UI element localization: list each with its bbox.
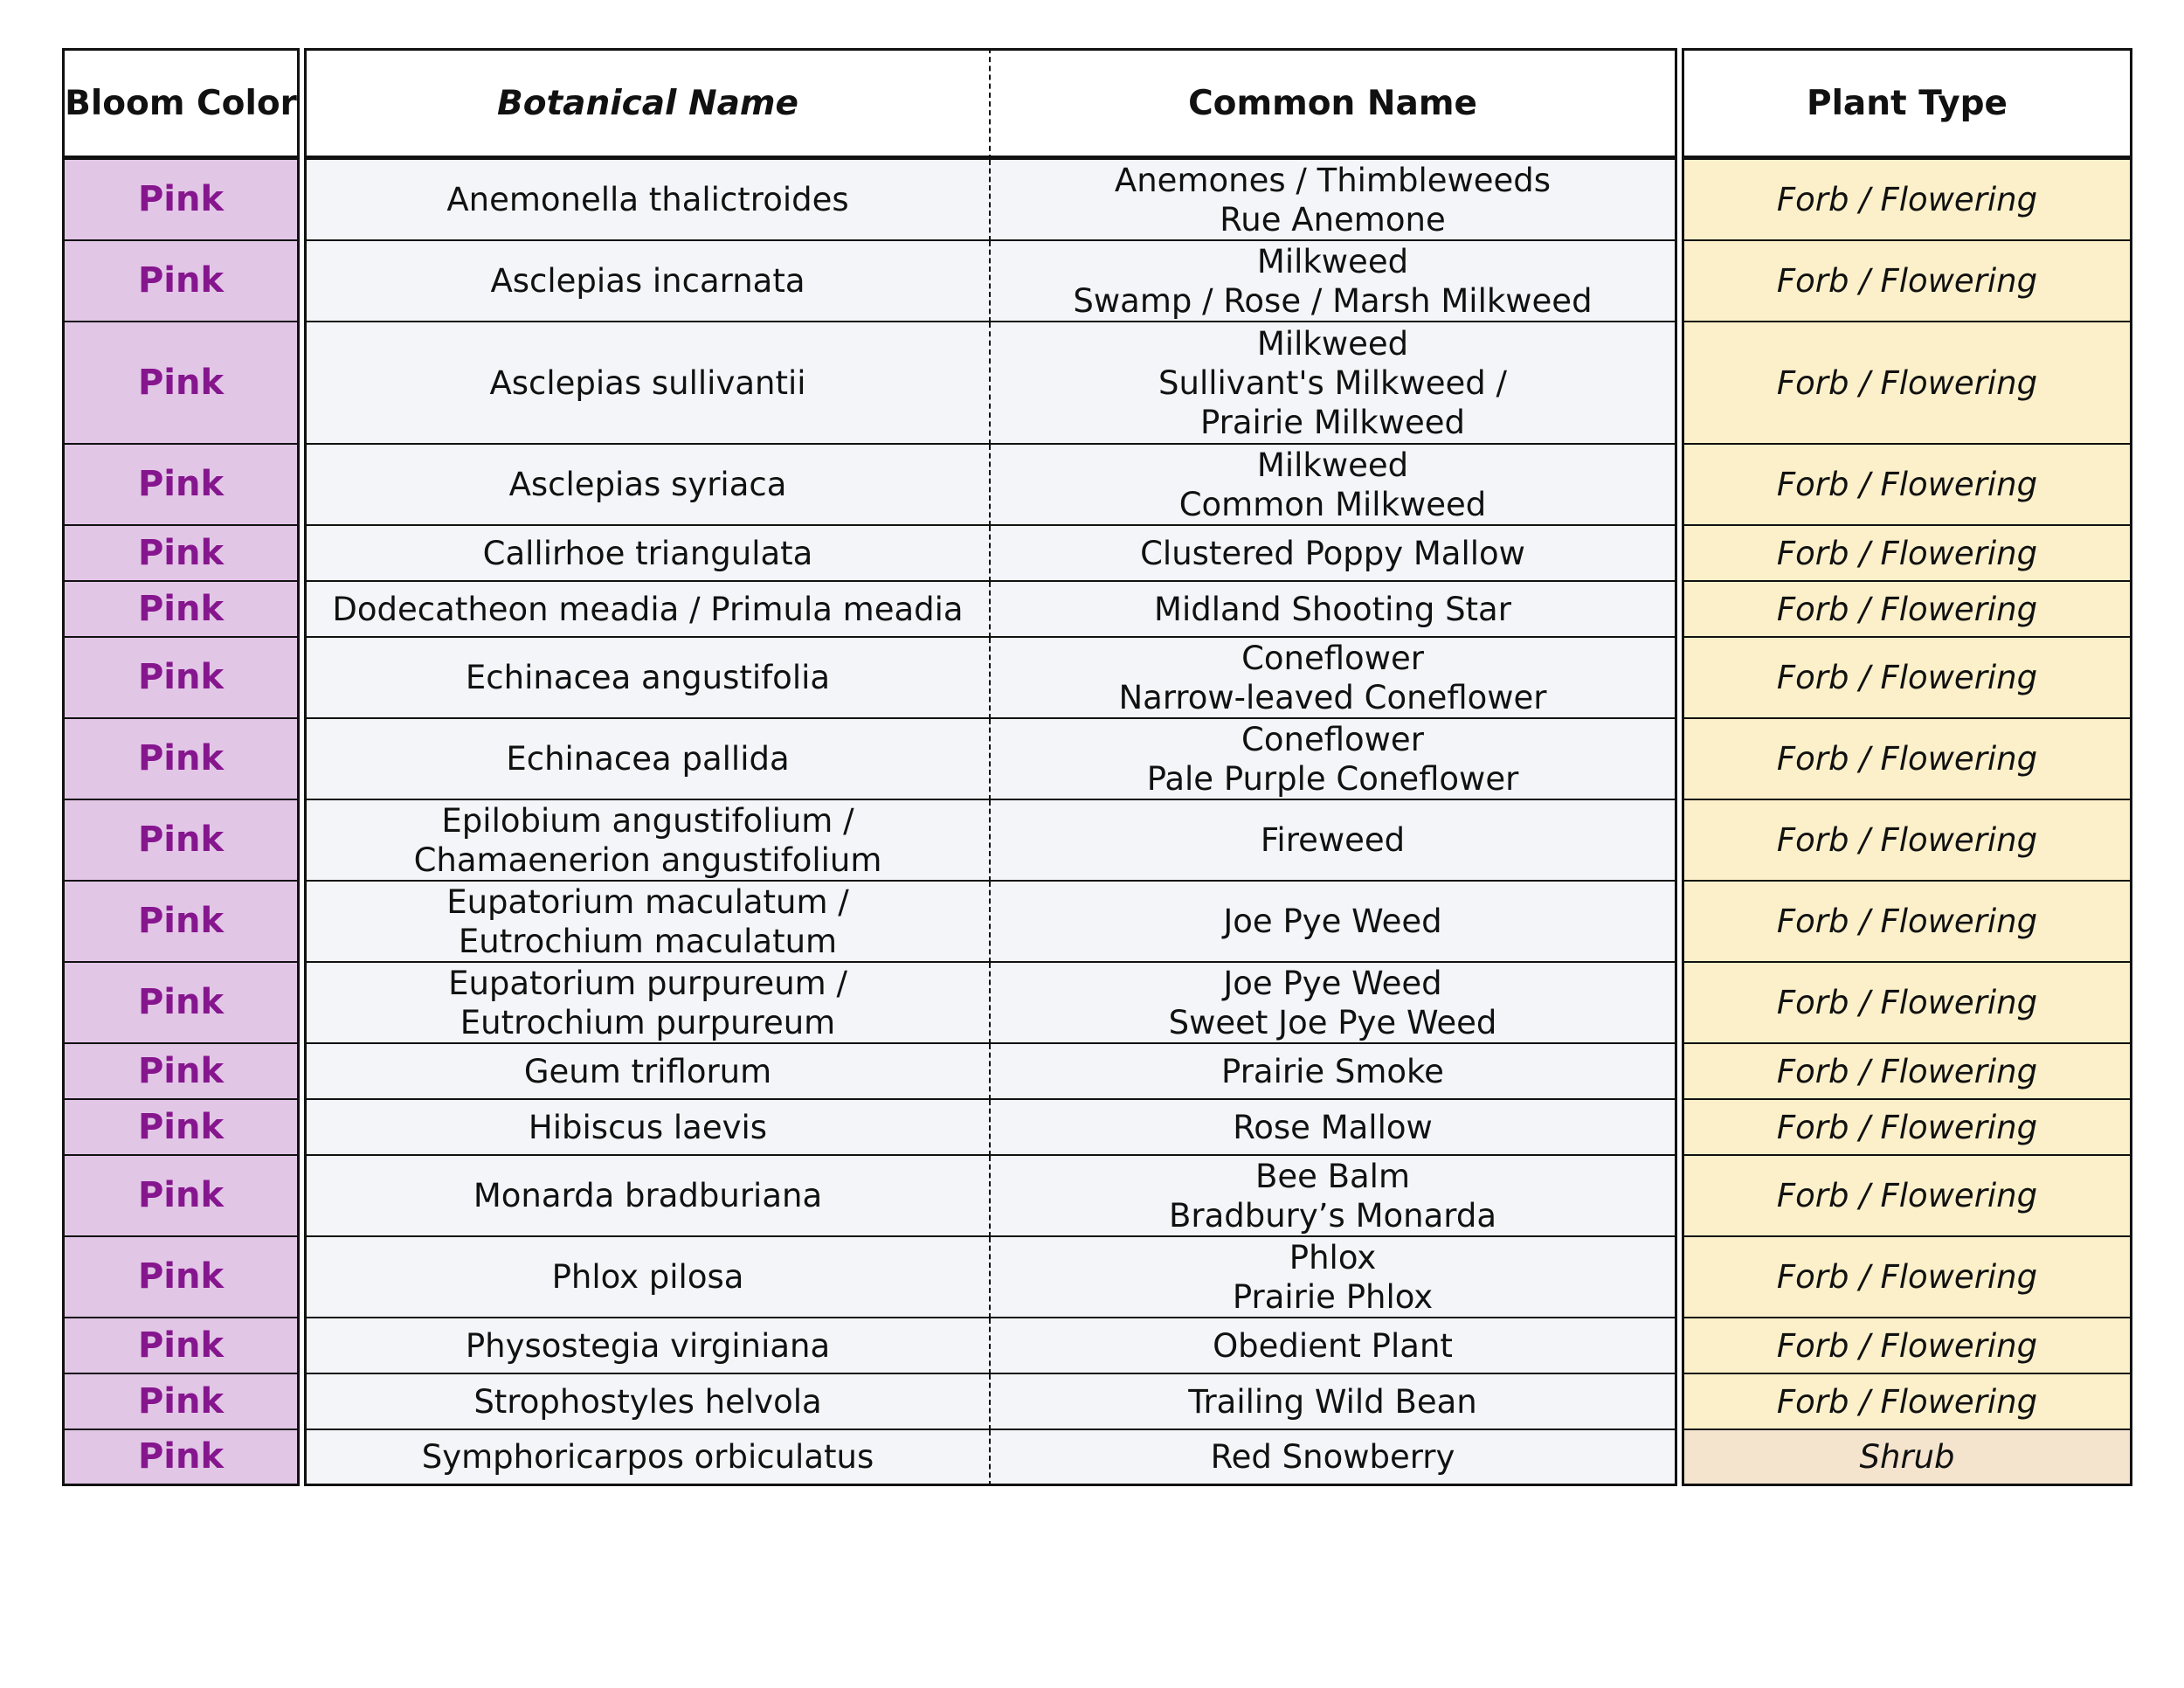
plant-type-cell: Forb / Flowering: [1682, 638, 2132, 719]
common-name-cell: Milkweed Swamp / Rose / Marsh Milkweed: [991, 241, 1677, 322]
table-header-row: [62, 48, 2132, 160]
bloom-color-cell: Pink: [62, 1374, 300, 1430]
common-name-cell: Bee Balm Bradbury’s Monarda: [991, 1156, 1677, 1237]
common-name-cell: Rose Mallow: [991, 1100, 1677, 1156]
botanical-name-cell: Hibiscus laevis: [304, 1100, 991, 1156]
botanical-name-cell: Asclepias sullivantii: [304, 322, 991, 445]
plant-type-cell: Forb / Flowering: [1682, 160, 2132, 241]
header-plant-type: Plant Type: [1682, 48, 2132, 160]
botanical-name-cell: Eupatorium maculatum / Eutrochium maculatum: [304, 882, 991, 963]
table-row: [62, 582, 2132, 638]
header-botanical-name: Botanical Name: [304, 48, 991, 160]
bloom-color-cell: Pink: [62, 445, 300, 526]
plant-type-cell: Forb / Flowering: [1682, 1237, 2132, 1318]
botanical-name-cell: Phlox pilosa: [304, 1237, 991, 1318]
table-row: [62, 526, 2132, 582]
bloom-color-cell: Pink: [62, 882, 300, 963]
table-row: [62, 882, 2132, 963]
common-name-cell: Joe Pye Weed Sweet Joe Pye Weed: [991, 963, 1677, 1044]
plant-type-cell: Forb / Flowering: [1682, 719, 2132, 800]
bloom-color-cell: Pink: [62, 719, 300, 800]
table-body: [62, 160, 2132, 1486]
table-row: [62, 1374, 2132, 1430]
botanical-name-cell: Eupatorium purpureum / Eutrochium purpureum: [304, 963, 991, 1044]
plant-type-cell: Forb / Flowering: [1682, 882, 2132, 963]
plant-type-cell: Forb / Flowering: [1682, 582, 2132, 638]
common-name-cell: Prairie Smoke: [991, 1044, 1677, 1100]
common-name-cell: Red Snowberry: [991, 1430, 1677, 1486]
table-row: [62, 1318, 2132, 1374]
common-name-cell: Milkweed Sullivant's Milkweed / Prairie Milkweed: [991, 322, 1677, 445]
common-name-cell: Trailing Wild Bean: [991, 1374, 1677, 1430]
botanical-name-cell: Echinacea angustifolia: [304, 638, 991, 719]
plant-type-cell: Forb / Flowering: [1682, 963, 2132, 1044]
bloom-color-cell: Pink: [62, 963, 300, 1044]
common-name-cell: Joe Pye Weed: [991, 882, 1677, 963]
bloom-color-cell: Pink: [62, 1430, 300, 1486]
common-name-cell: Midland Shooting Star: [991, 582, 1677, 638]
common-name-cell: Milkweed Common Milkweed: [991, 445, 1677, 526]
bloom-color-cell: Pink: [62, 241, 300, 322]
common-name-cell: Coneflower Pale Purple Coneflower: [991, 719, 1677, 800]
table-row: [62, 322, 2132, 445]
botanical-name-cell: Dodecatheon meadia / Primula meadia: [304, 582, 991, 638]
plant-type-cell: Forb / Flowering: [1682, 526, 2132, 582]
botanical-name-cell: Asclepias syriaca: [304, 445, 991, 526]
botanical-name-cell: Monarda bradburiana: [304, 1156, 991, 1237]
table-row: [62, 1237, 2132, 1318]
bloom-color-cell: Pink: [62, 1237, 300, 1318]
plant-type-cell: Forb / Flowering: [1682, 322, 2132, 445]
plant-type-cell: Forb / Flowering: [1682, 445, 2132, 526]
plant-type-cell: Forb / Flowering: [1682, 1318, 2132, 1374]
table-row: [62, 638, 2132, 719]
header-common-name: Common Name: [991, 48, 1677, 160]
header-bloom-color: Bloom Color: [62, 48, 300, 160]
plant-type-cell: Forb / Flowering: [1682, 1156, 2132, 1237]
bloom-color-cell: Pink: [62, 526, 300, 582]
bloom-color-cell: Pink: [62, 322, 300, 445]
botanical-name-cell: Physostegia virginiana: [304, 1318, 991, 1374]
botanical-name-cell: Anemonella thalictroides: [304, 160, 991, 241]
botanical-name-cell: Strophostyles helvola: [304, 1374, 991, 1430]
plant-type-cell: Forb / Flowering: [1682, 800, 2132, 882]
plant-type-cell: Forb / Flowering: [1682, 241, 2132, 322]
table-row: [62, 160, 2132, 241]
bloom-color-cell: Pink: [62, 1044, 300, 1100]
table-row: [62, 241, 2132, 322]
botanical-name-cell: Symphoricarpos orbiculatus: [304, 1430, 991, 1486]
table-row: [62, 1100, 2132, 1156]
botanical-name-cell: Callirhoe triangulata: [304, 526, 991, 582]
table-row: [62, 719, 2132, 800]
bloom-color-cell: Pink: [62, 800, 300, 882]
common-name-cell: Phlox Prairie Phlox: [991, 1237, 1677, 1318]
table-row: [62, 1044, 2132, 1100]
bloom-color-cell: Pink: [62, 160, 300, 241]
plant-type-cell: Forb / Flowering: [1682, 1044, 2132, 1100]
botanical-name-cell: Epilobium angustifolium / Chamaenerion angustifolium: [304, 800, 991, 882]
botanical-name-cell: Geum triflorum: [304, 1044, 991, 1100]
common-name-cell: Obedient Plant: [991, 1318, 1677, 1374]
common-name-cell: Clustered Poppy Mallow: [991, 526, 1677, 582]
table-row: [62, 445, 2132, 526]
plant-table: [62, 48, 2132, 1486]
bloom-color-cell: Pink: [62, 1100, 300, 1156]
table-row: [62, 1156, 2132, 1237]
common-name-cell: Fireweed: [991, 800, 1677, 882]
common-name-cell: Anemones / Thimbleweeds Rue Anemone: [991, 160, 1677, 241]
botanical-name-cell: Asclepias incarnata: [304, 241, 991, 322]
table-row: [62, 1430, 2132, 1486]
bloom-color-cell: Pink: [62, 1156, 300, 1237]
plant-type-cell: Forb / Flowering: [1682, 1374, 2132, 1430]
bloom-color-cell: Pink: [62, 638, 300, 719]
table-row: [62, 963, 2132, 1044]
common-name-cell: Coneflower Narrow-leaved Coneflower: [991, 638, 1677, 719]
botanical-name-cell: Echinacea pallida: [304, 719, 991, 800]
bloom-color-cell: Pink: [62, 1318, 300, 1374]
plant-type-cell: Forb / Flowering: [1682, 1100, 2132, 1156]
plant-type-cell: Shrub: [1682, 1430, 2132, 1486]
table-row: [62, 800, 2132, 882]
bloom-color-cell: Pink: [62, 582, 300, 638]
